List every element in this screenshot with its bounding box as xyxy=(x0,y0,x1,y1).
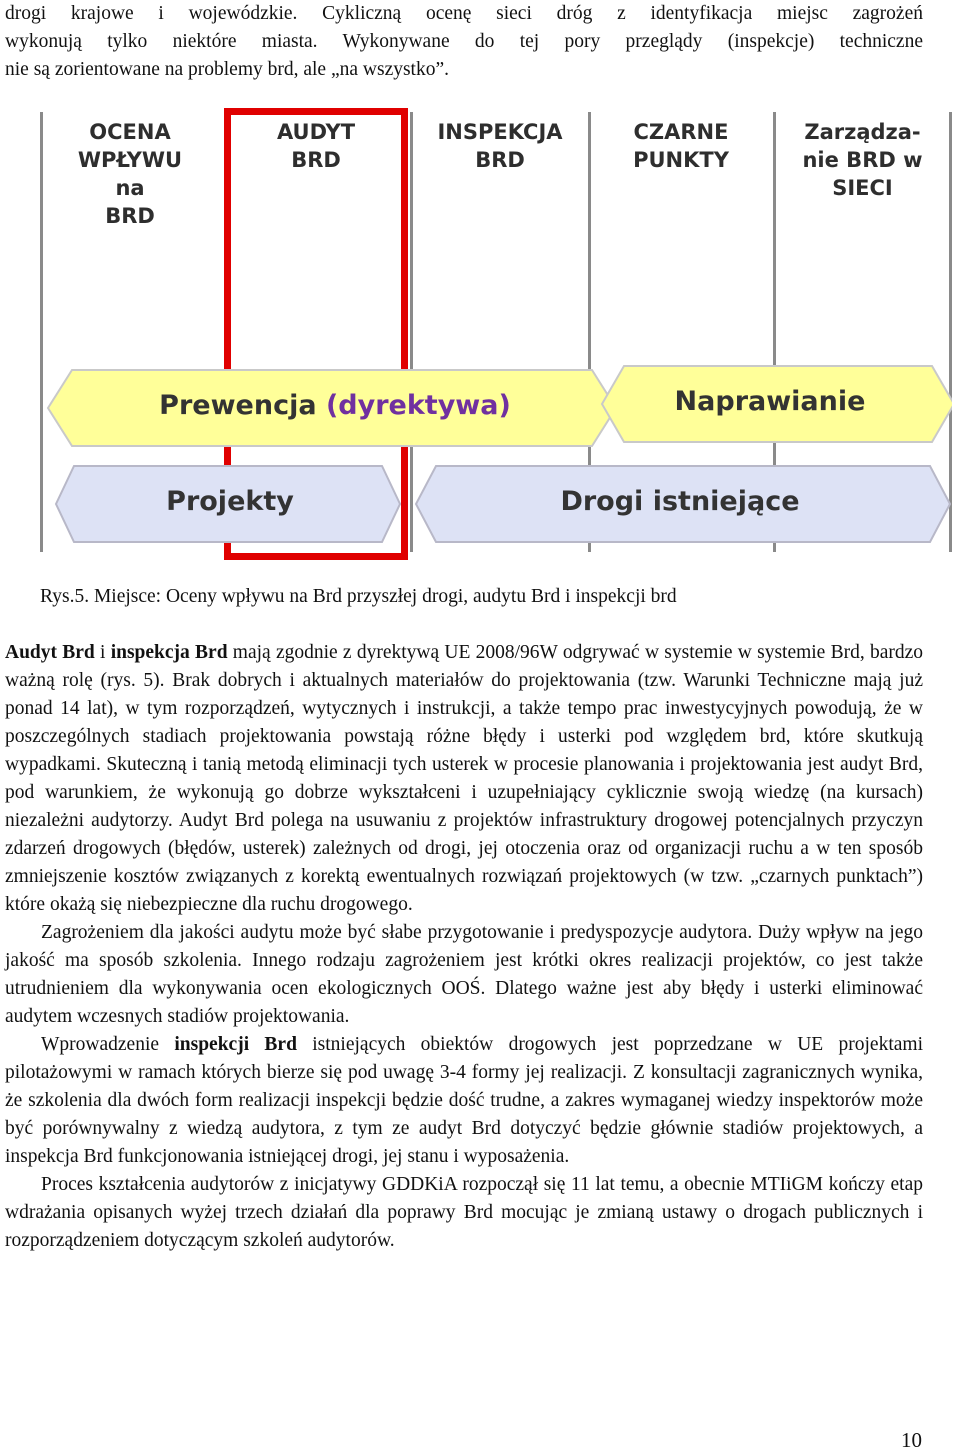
intro-paragraph xyxy=(5,0,923,84)
brd-diagram xyxy=(40,108,952,554)
column-title-black-spots: CZARNE PUNKTY xyxy=(633,120,729,172)
column-title-impact-assessment: OCENA WPŁYWU na BRD xyxy=(77,120,183,228)
prevention-label xyxy=(80,390,590,421)
page-number: 10 xyxy=(901,1428,922,1452)
intro-line: drogi krajowe i wojewódzkie. Cykliczną ocenę sieci dróg z identyfikacja miejsc zagrożeń xyxy=(5,3,923,24)
figure-caption: Rys.5. Miejsce: Oceny wpływu na Brd przyszłej drogi, audytu Brd i inspekcji brd xyxy=(40,586,677,607)
term-inspection-brd: inspekcji Brd xyxy=(174,1034,297,1055)
column-title-network-management: Zarządza- nie BRD w SIECI xyxy=(802,120,923,200)
term-inspection: inspekcja Brd xyxy=(110,642,228,663)
repair-label: Naprawianie xyxy=(674,386,866,417)
paragraph-audit xyxy=(5,639,923,919)
column-title-audit: AUDYT BRD xyxy=(276,120,356,172)
term-audit: Audyt Brd xyxy=(5,642,95,663)
paragraph-text: istniejących obiektów drogowych jest poprzedzane w UE projektami pilotażowymi w ramach których bierze się pod uwagę 3-4 formy jej realizacji. Z konsultacji zagranicznych wynika, że szkolenia dla dwóch form realizacji inspekcji będzie dość trudne, a zakres wymaganej wiedzy inspektorów może być porównywalny z wiedzą audytora, z tym ze audyt Brd dotyczyć będzie głównie stadiów projektowych, a inspekcja Brd funkcjonowania istniejącej drogi, jej stanu i wyposażenia. xyxy=(5,1034,923,1167)
prevention-label-accent: (dyrektywa) xyxy=(325,390,511,421)
projects-label: Projekty xyxy=(166,486,294,517)
paragraph-training: Proces kształcenia audytorów z inicjatywy GDDKiA rozpoczął się 11 lat temu, a obecnie MTIiGM kończy etap wdrażania opisanych wyżej trzech działań dla poprawy Brd mocując je zmianą ustawy o drogach publicznych i rozporządzeniem dotyczącym szkoleń audytorów. xyxy=(5,1174,923,1251)
body-text xyxy=(5,639,923,1255)
intro-line: nie są zorientowane na problemy brd, ale „na wszystko”. xyxy=(5,59,450,80)
paragraph-text: i xyxy=(94,642,111,663)
paragraph-text: Wprowadzenie xyxy=(41,1034,175,1055)
paragraph-threats: Zagrożeniem dla jakości audytu może być słabe przygotowanie i predyspozycje audytora. Duży wpływ na jego jakość ma sposób szkolenia. Innego rodzaju zagrożeniem jest krótki okres realizacji projektów, co jest także utrudnieniem dla wykonywania ocen ekologicznych OOŚ. Dlatego ważne jest aby błędy i usterki eliminować audytem wczesnych stadiów projektowania. xyxy=(5,922,923,1027)
prevention-label-main: Prewencja xyxy=(159,390,326,421)
column-title-inspection: INSPEKCJA BRD xyxy=(437,120,563,172)
existing-roads-label: Drogi istniejące xyxy=(560,486,800,517)
paragraph-inspection xyxy=(5,1031,923,1171)
intro-line: wykonują tylko niektóre miasta. Wykonywane do tej pory przeglądy (inspekcje) techniczne xyxy=(5,31,923,52)
paragraph-text: mają zgodnie z dyrektywą UE 2008/96W odgrywać w systemie w systemie Brd, bardzo ważną rolę (rys. 5). Brak dobrych i aktualnych materiałów do projektowania (tzw. Warunki Techniczne mają już ponad 14 lat), w tym rozporządzeń, wytycznych i instrukcji, a także tempo prac inwestycyjnych powodują, że w poszczególnych stadiach projektowania powstają różne błędy i usterki pod względem brd, które skutkują wypadkami. Skuteczną i tanią metodą eliminacji tych usterek w procesie planowania i projektowania jest audyt Brd, pod warunkiem, że wykonują go dobrze wykształceni i uzupełniający cyklicznie swoją wiedzę (na kursach) niezależni audytorzy. Audyt Brd polega na usuwaniu z projektów infrastruktury drogowej potencjalnych przyczyn zdarzeń drogowych (błędów, usterek) zależnych od drogi, jej otoczenia oraz od organizacji ruchu a w ten sposób zmniejszenie kosztów związanych z korektą ewentualnych rozwiązań projektowych (w tzw. „czarnych punktach”) które okażą się niebezpieczne dla ruchu drogowego. xyxy=(5,642,924,915)
